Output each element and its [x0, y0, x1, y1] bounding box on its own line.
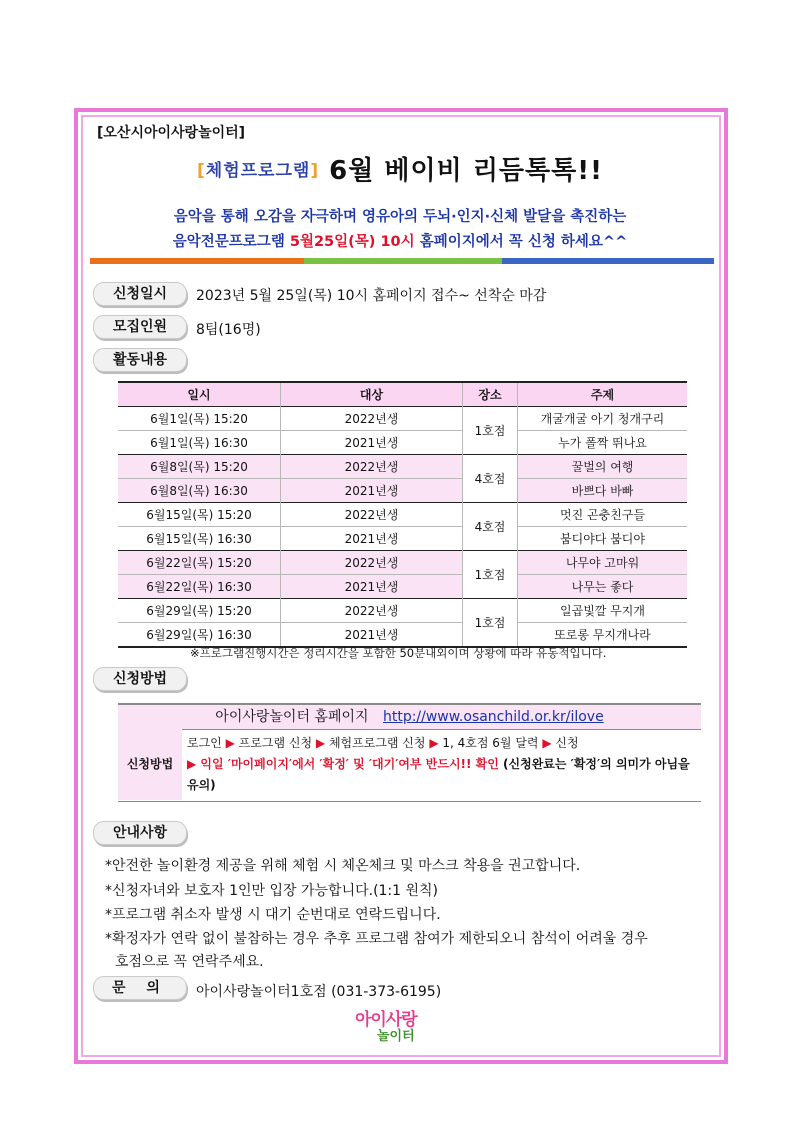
arrow-icon: ▶	[315, 736, 326, 750]
header-topic: 주제	[518, 382, 688, 407]
header-target: 대상	[281, 382, 463, 407]
color-bar-blue	[502, 258, 714, 264]
table-row: 6월29일(목) 16:30 2021년생 또로롱 무지개나라	[118, 623, 687, 648]
table-row: 6월1일(목) 15:20 2022년생 1호점 개굴개굴 아기 청개구리	[118, 407, 687, 431]
schedule-note: ※프로그램진행시간은 정리시간을 포함한 50분내외이며 상황에 따라 유동적입니다.	[190, 646, 607, 660]
schedule-table	[118, 381, 687, 648]
logo-line2: 놀이터	[377, 1029, 415, 1044]
table-row: 6월29일(목) 15:20 2022년생 1호점 일곱빛깔 무지개	[118, 599, 687, 623]
apply-date-value: 2023년 5월 25일(목) 10시 홈페이지 접수~ 선착순 마감	[196, 288, 547, 304]
header-place: 장소	[463, 382, 518, 407]
arrow-icon: ▶	[542, 736, 552, 750]
guide-item: *확정자가 연락 없이 불참하는 경우 추후 프로그램 참여가 제한되오니 참석이 어려울 경우	[105, 931, 648, 947]
method-steps: 로그인 ▶ 프로그램 신청 ▶ 체험프로그램 신청 ▶ 1, 4호점 6월 달력 ▶ 신청 ▶ 익일 ′마이페이지′에서 ′확정′ 및 ′대기′여부 반드시!! 확인 (신청완료는 ′확정′의 의미가 아님을 유의)	[187, 736, 690, 792]
place-cell: 1호점	[463, 407, 518, 455]
place-cell: 4호점	[463, 455, 518, 503]
table-row: 6월8일(목) 16:30 2021년생 바쁘다 바빠	[118, 479, 687, 503]
method-divider	[118, 801, 701, 802]
table-row: 6월15일(목) 16:30 2021년생 붐디야다 붐디야	[118, 527, 687, 551]
confirm-warning: 익일 ′마이페이지′에서 ′확정′ 및 ′대기′여부 반드시!! 확인	[200, 757, 499, 771]
arrow-icon: ▶	[429, 736, 439, 750]
guide-item: 호점으로 꼭 연락주세요.	[115, 954, 264, 970]
table-row: 6월22일(목) 16:30 2021년생 나무는 좋다	[118, 575, 687, 599]
place-cell: 1호점	[463, 551, 518, 599]
place-cell: 4호점	[463, 503, 518, 551]
contact-value: 아이사랑놀이터1호점 (031-373-6195)	[196, 984, 442, 1000]
method-row-label: 신청방법	[118, 729, 182, 800]
logo-line1: 아이사랑	[355, 1010, 417, 1030]
confirm-note: (신청완료는 ′확정′의 의미가 아님을 유의)	[187, 757, 690, 792]
place-cell: 1호점	[463, 599, 518, 648]
table-row: 6월8일(목) 15:20 2022년생 4호점 꿀벌의 여행	[118, 455, 687, 479]
guide-item: *프로그램 취소자 발생 시 대기 순번대로 연락드립니다.	[105, 907, 441, 923]
contact-label: 문 의	[93, 976, 187, 1000]
title-main: 6월 베이비 리듬톡톡!!	[329, 156, 603, 186]
activity-label: 활동내용	[93, 348, 187, 372]
logo	[355, 1011, 451, 1053]
homepage-row	[118, 703, 701, 730]
method-label: 신청방법	[93, 667, 187, 691]
arrow-icon: ▶	[187, 757, 197, 771]
guide-item: *신청자녀와 보호자 1인만 입장 가능합니다.(1:1 원칙)	[105, 883, 439, 899]
table-row: 6월1일(목) 16:30 2021년생 누가 폴짝 뛰나요	[118, 431, 687, 455]
recruit-label: 모집인원	[93, 315, 187, 339]
subtitle-line2: 음악전문프로그램 5월25일(목) 10시 홈페이지에서 꼭 신청 하세요^^	[172, 234, 628, 250]
guide-item: *안전한 놀이환경 제공을 위해 체험 시 체온체크 및 마스크 착용을 권고합니다.	[105, 858, 581, 874]
arrow-icon: ▶	[225, 736, 235, 750]
table-row: 6월15일(목) 15:20 2022년생 4호점 멋진 곤충친구들	[118, 503, 687, 527]
header-date: 일시	[118, 382, 281, 407]
page-title: [체험프로그램] 6월 베이비 리듬톡톡!!	[196, 156, 603, 186]
guide-label: 안내사항	[93, 821, 187, 845]
homepage-text: 아이사랑놀이터 홈페이지	[215, 709, 369, 725]
subtitle-line1: 음악을 통해 오감을 자극하며 영유아의 두뇌·인지·신체 발달을 촉진하는	[173, 209, 627, 225]
homepage-link[interactable]: http://www.osanchild.or.kr/ilove	[382, 709, 604, 725]
table-row: 6월22일(목) 15:20 2022년생 1호점 나무야 고마워	[118, 551, 687, 575]
color-bar-green	[304, 258, 502, 264]
apply-date-label: 신청일시	[93, 282, 187, 306]
organization-name: [오산시아이사랑놀이터]	[97, 125, 246, 141]
title-tag: 체험프로그램	[205, 161, 311, 181]
apply-deadline: 5월25일(목) 10시	[289, 234, 415, 250]
recruit-value: 8팀(16명)	[196, 322, 261, 338]
color-bar-orange	[90, 258, 304, 264]
